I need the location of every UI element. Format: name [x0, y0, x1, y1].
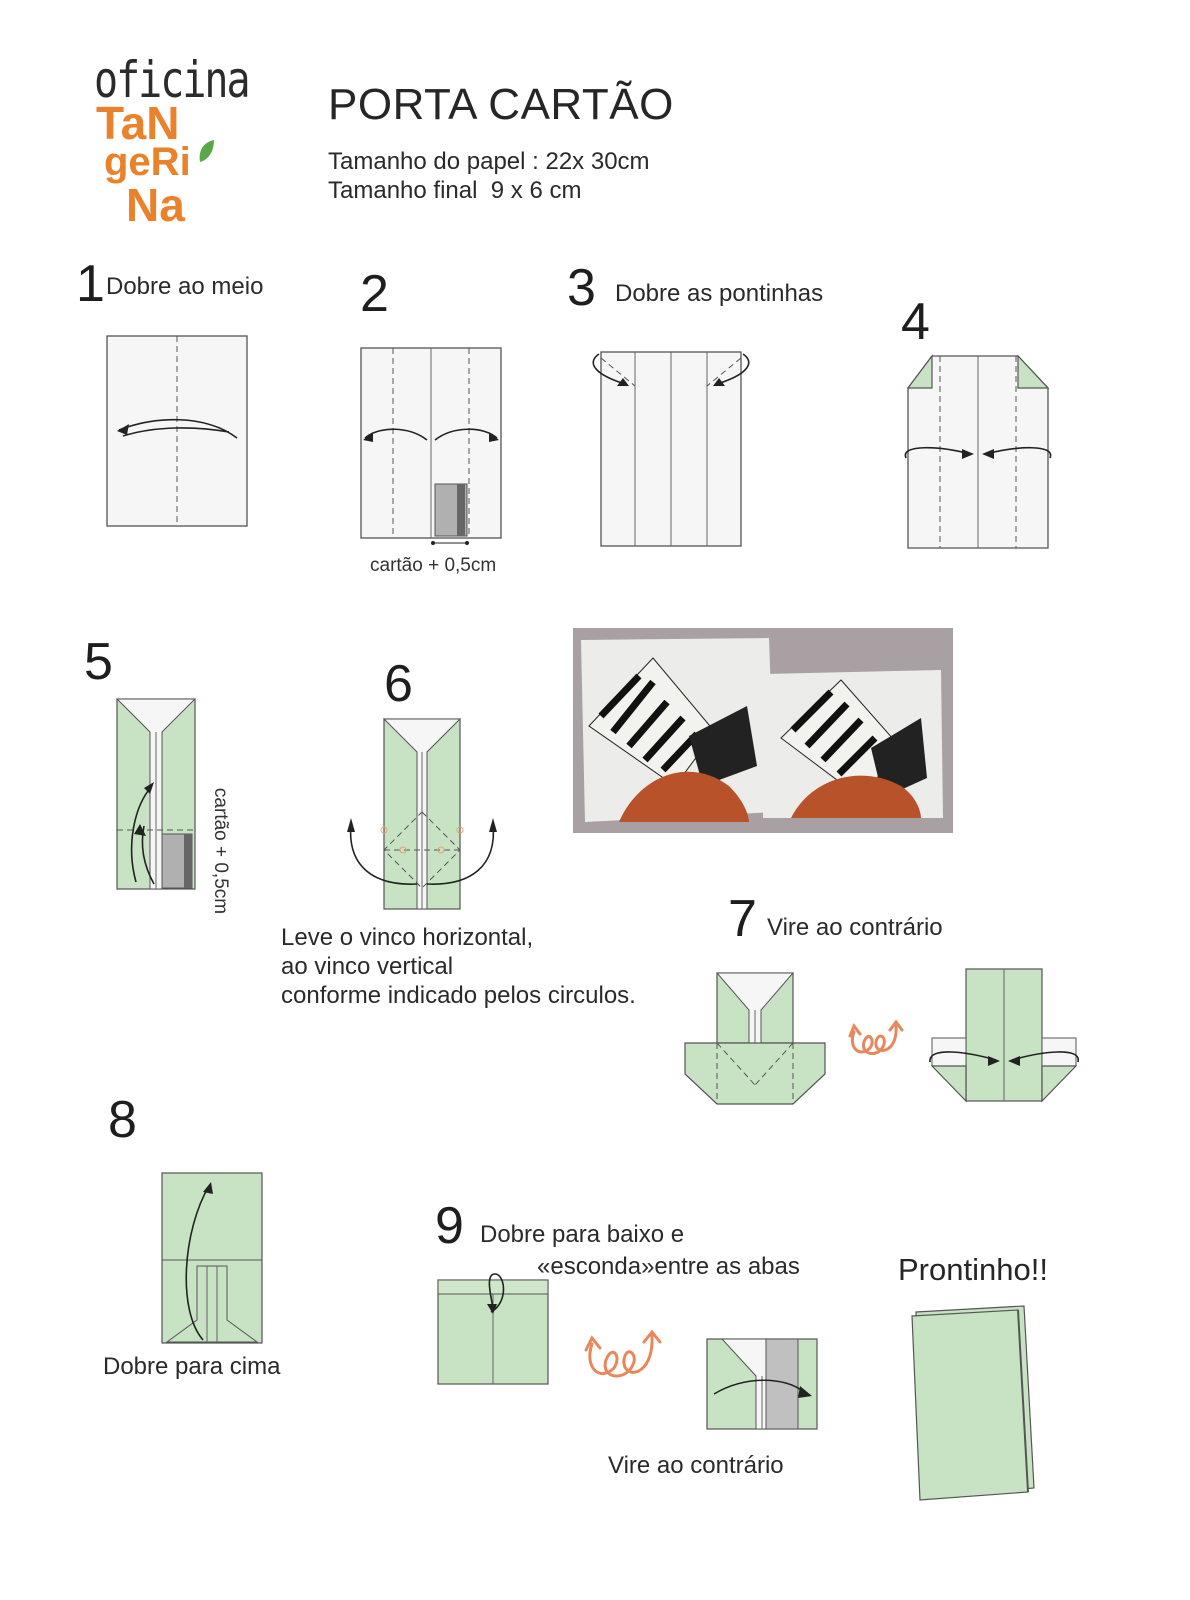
paper-size-text: Tamanho do papel : 22x 30cm [328, 148, 650, 175]
step-5-number: 5 [84, 633, 113, 691]
step-5-diagram [114, 696, 204, 896]
step-6-photo-frame [573, 628, 953, 833]
finished-card [910, 1302, 1040, 1502]
step-1-diagram [105, 334, 255, 534]
step-2-note: cartão + 0,5cm [370, 555, 497, 576]
step-9-diagram-2 [704, 1336, 824, 1436]
step-6-line-3: conforme indicado pelos circulos. [281, 982, 636, 1009]
step-7-number: 7 [728, 890, 757, 948]
step-7-label: Vire ao contrário [767, 914, 943, 941]
final-size-text: Tamanho final 9 x 6 cm [328, 177, 582, 204]
step-2-number: 2 [360, 265, 389, 323]
step-3-label: Dobre as pontinhas [615, 280, 824, 307]
step-8-diagram [159, 1170, 269, 1350]
step-6-line-2: ao vinco vertical [281, 953, 454, 980]
logo-word-oficina: oficina [94, 52, 249, 110]
logo-word-tan: TaN [96, 97, 180, 149]
step-7-diagram-back [928, 966, 1088, 1106]
step-3-number: 3 [567, 259, 596, 317]
step-9-number: 9 [435, 1197, 464, 1255]
logo-word-geri: geRi [104, 140, 191, 184]
step-3-diagram [585, 350, 755, 550]
finished-label: Prontinho!! [898, 1252, 1048, 1287]
logo-word-na: Na [126, 179, 185, 231]
step-9-diagram-1 [435, 1272, 555, 1392]
step-2-diagram [359, 346, 509, 551]
turn-over-icon-2 [582, 1326, 668, 1386]
step-1-number: 1 [76, 255, 105, 313]
step-1-label: Dobre ao meio [106, 273, 264, 300]
step-6-photo-1 [579, 636, 779, 826]
step-6-number: 6 [384, 655, 413, 713]
page-title: PORTA CARTÃO [328, 80, 674, 129]
step-6-photo-2 [761, 668, 961, 858]
step-8-number: 8 [108, 1091, 137, 1149]
leaf-icon [196, 138, 216, 164]
step-7-diagram-front [683, 970, 833, 1110]
step-8-label: Dobre para cima [103, 1353, 281, 1380]
step-9-line-2: «esconda»entre as abas [537, 1253, 800, 1280]
step-9-note: Vire ao contrário [608, 1452, 784, 1479]
step-6-line-1: Leve o vinco horizontal, [281, 924, 534, 951]
step-5-note: cartão + 0,5cm [210, 787, 232, 915]
step-6-diagram [343, 716, 513, 916]
step-9-line-1: Dobre para baixo e [480, 1221, 685, 1248]
logo [92, 52, 249, 232]
step-4-diagram [900, 354, 1060, 554]
step-4-number: 4 [901, 293, 930, 351]
turn-over-icon [846, 1018, 906, 1062]
